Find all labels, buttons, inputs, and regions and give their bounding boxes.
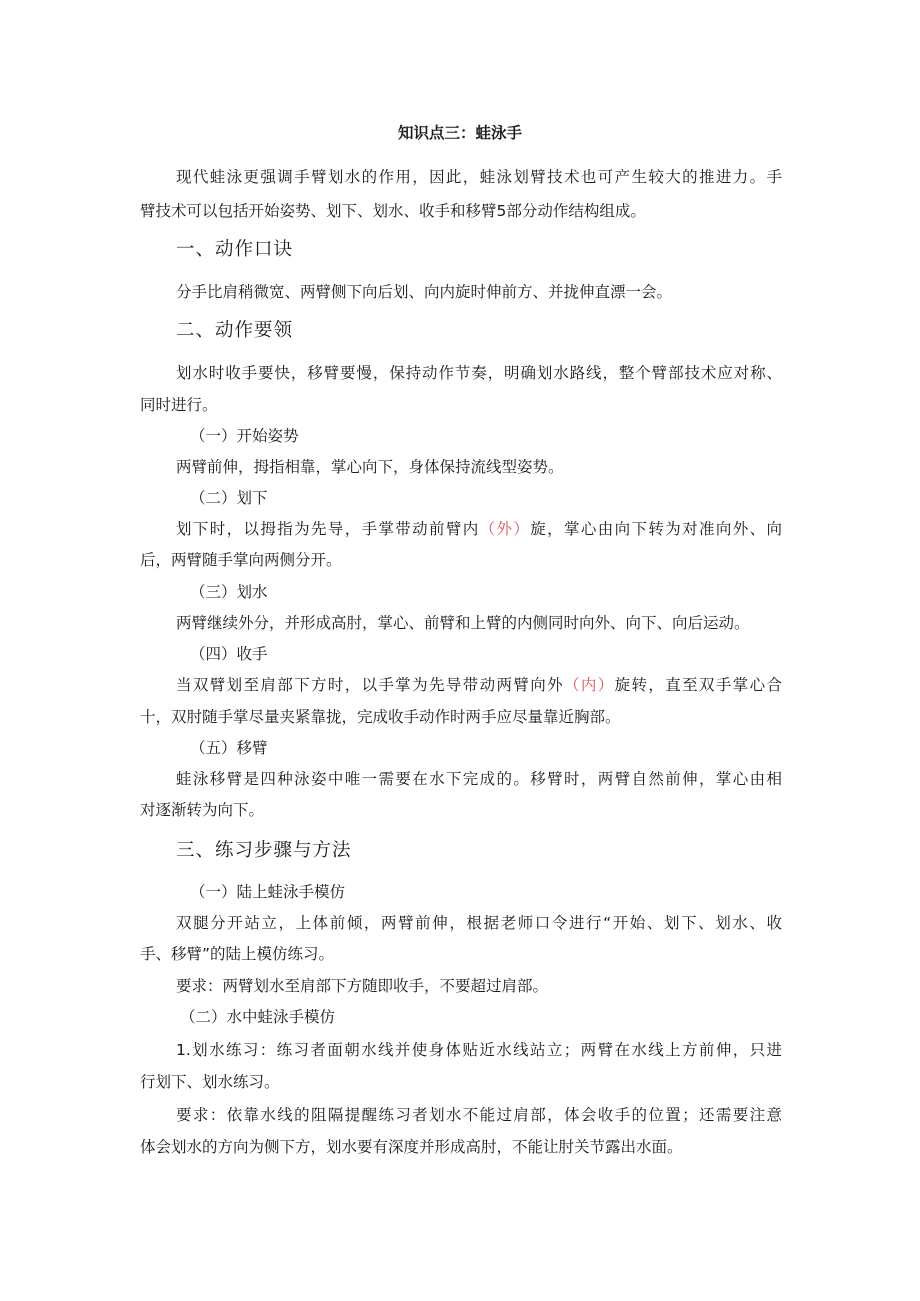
subsection-recover-line-2: 十，双肘随手掌尽量夹紧靠拢，完成收手动作时两手应尽量靠近胸部。 <box>140 708 621 726</box>
subsection-arm-title: （五）移臂 <box>190 739 268 757</box>
subsection-water-p1-line-1: 1.划水练习：练习者面朝水线并使身体贴近水线站立；两臂在水线上方前伸，只进 <box>176 1041 782 1059</box>
intro-line-1: 现代蛙泳更强调手臂划水的作用，因此，蛙泳划臂技术也可产生较大的推进力。手 <box>176 168 782 186</box>
section-1-text: 分手比肩稍微宽、两臂侧下向后划、向内旋时伸前方、并拢伸直漂一会。 <box>176 283 673 301</box>
subsection-down-title: （二）划下 <box>190 489 268 507</box>
subsection-recover-title: （四）收手 <box>190 645 268 663</box>
subsection-start-title: （一）开始姿势 <box>190 427 299 445</box>
subsection-land-title: （一）陆上蛙泳手模仿 <box>190 883 346 901</box>
section-2-heading: 二、动作要领 <box>176 320 294 341</box>
section-2-p1-line-2: 同时进行。 <box>140 396 218 414</box>
subsection-arm-line-1: 蛙泳移臂是四种泳姿中唯一需要在水下完成的。移臂时，两臂自然前伸，掌心由相 <box>176 770 782 788</box>
subsection-land-requirement: 要求：两臂划水至肩部下方随即收手，不要超过肩部。 <box>176 977 549 995</box>
subsection-water-req-line-2: 体会划水的方向为侧下方，划水要有深度并形成高肘，不能让肘关节露出水面。 <box>140 1138 683 1156</box>
subsection-down-line-2: 后，两臂随手掌向两侧分开。 <box>140 551 342 569</box>
section-2-p1-line-1: 划水时收手要快，移臂要慢，保持动作节奏，明确划水路线，整个臂部技术应对称、 <box>176 364 782 382</box>
recover-text-red: （内） <box>564 676 615 694</box>
intro-line-2: 臂技术可以包括开始姿势、划下、划水、收手和移臂5部分动作结构组成。 <box>140 202 646 220</box>
subsection-pull-title: （三）划水 <box>190 583 268 601</box>
subsection-recover-line-1 <box>176 674 782 696</box>
subsection-water-p1-line-2: 行划下、划水练习。 <box>140 1073 280 1091</box>
down-text-red: （外） <box>479 520 531 538</box>
subsection-water-title: （二）水中蛙泳手模仿 <box>180 1008 336 1026</box>
subsection-start-text: 两臂前伸，拇指相靠，掌心向下，身体保持流线型姿势。 <box>176 458 564 476</box>
subsection-land-line-1: 双腿分开站立，上体前倾，两臂前伸，根据老师口令进行“开始、划下、划水、收 <box>176 914 782 932</box>
down-text-b: 旋，掌心由向下转为对准向外、向 <box>530 520 782 538</box>
subsection-arm-line-2: 对逐渐转为向下。 <box>140 801 265 819</box>
section-1-heading: 一、动作口诀 <box>176 239 294 260</box>
subsection-water-req-line-1: 要求：依靠水线的阻隔提醒练习者划水不能过肩部，体会收手的位置；还需要注意 <box>176 1106 782 1124</box>
subsection-down-line-1 <box>176 518 782 540</box>
recover-text-a: 当双臂划至肩部下方时，以手掌为先导带动两臂向外 <box>176 676 565 694</box>
subsection-land-line-2: 手、移臂”的陆上模仿练习。 <box>140 945 335 963</box>
page-title: 知识点三：蛙泳手 <box>397 124 522 142</box>
down-text-a: 划下时，以拇指为先导，手掌带动前臂内 <box>176 520 480 538</box>
section-3-heading: 三、练习步骤与方法 <box>176 840 352 861</box>
subsection-pull-text: 两臂继续外分，并形成高肘，掌心、前臂和上臂的内侧同时向外、向下、向后运动。 <box>176 614 750 632</box>
recover-text-b: 旋转，直至双手掌心合 <box>614 676 782 694</box>
